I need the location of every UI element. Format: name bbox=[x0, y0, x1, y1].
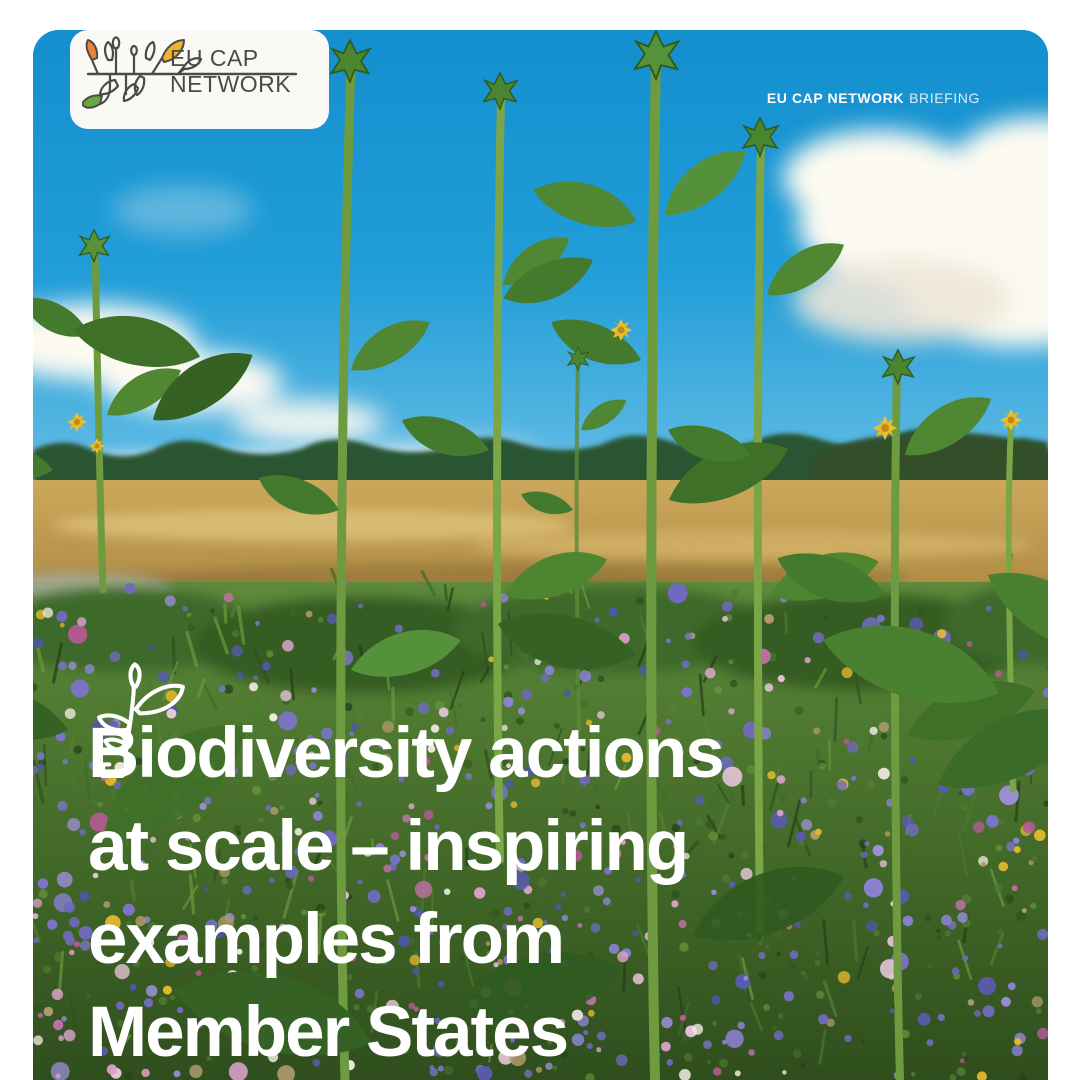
title-line-3: examples from bbox=[88, 900, 564, 979]
title-line-1: Biodiversity actions bbox=[88, 714, 723, 793]
briefing-label-regular: BRIEFING bbox=[909, 90, 980, 106]
logo-card bbox=[70, 30, 329, 129]
logo-text-line-2: NETWORK bbox=[170, 71, 292, 97]
eu-cap-network-logo-text bbox=[170, 45, 291, 97]
cover-title bbox=[88, 707, 723, 1079]
cover-photo bbox=[33, 30, 1048, 1080]
logo-text-line-1: EU CAP bbox=[170, 45, 259, 71]
title-line-4: Member States bbox=[88, 993, 568, 1072]
briefing-label bbox=[767, 90, 980, 106]
title-line-2: at scale – inspiring bbox=[88, 807, 688, 886]
briefing-label-bold: EU CAP NETWORK bbox=[766, 90, 905, 106]
